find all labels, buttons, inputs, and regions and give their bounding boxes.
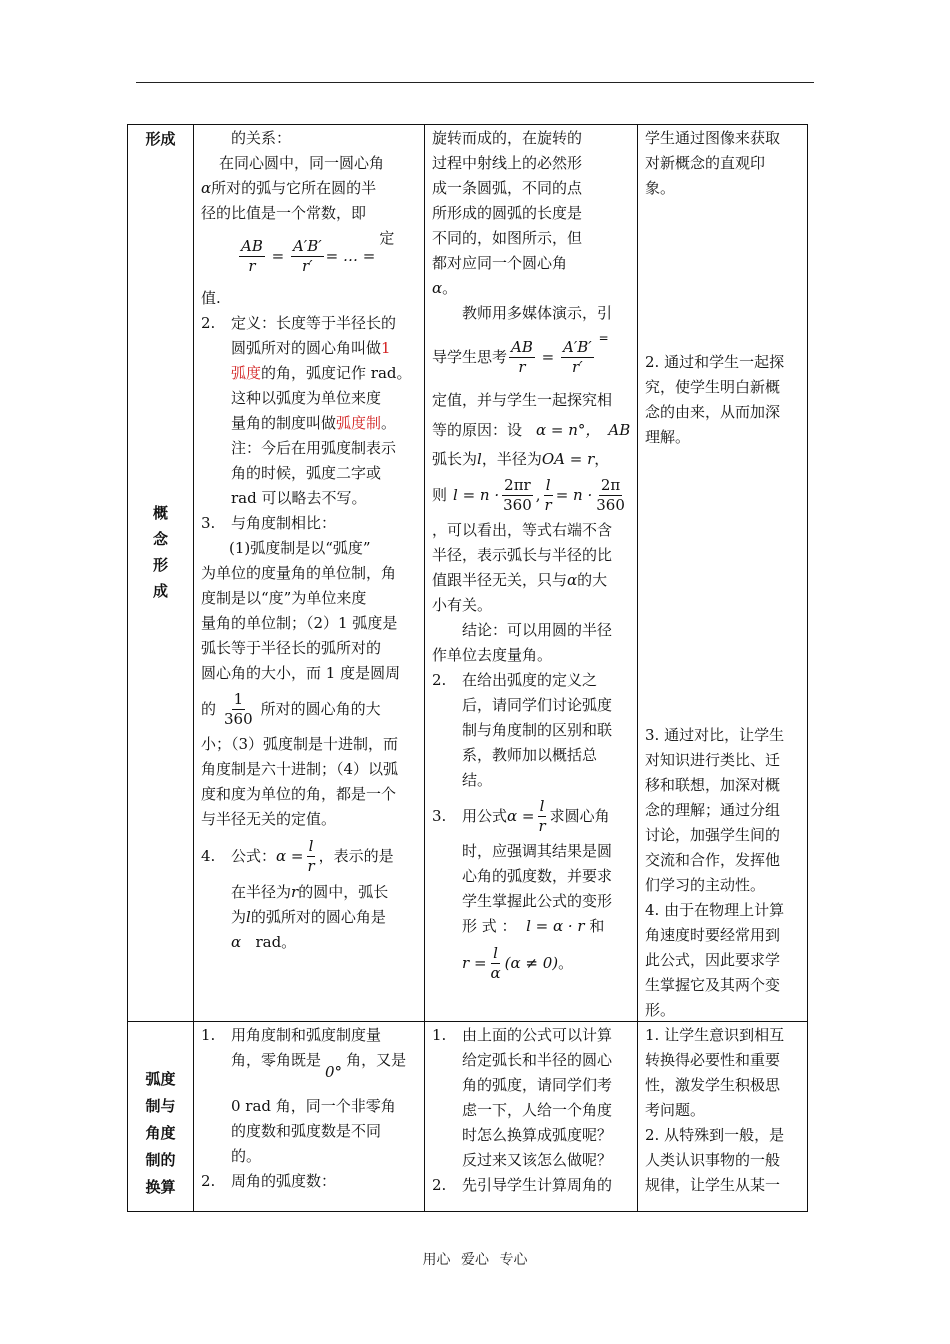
text-line bbox=[201, 905, 418, 930]
numerator: AB bbox=[241, 236, 263, 255]
text-line bbox=[432, 276, 632, 301]
text-line: 由上面的公式可以计算 bbox=[462, 1026, 613, 1044]
formula-tail: = … = bbox=[325, 246, 376, 265]
fraction bbox=[291, 237, 324, 276]
text-line: 与半径无关的定值。 bbox=[201, 810, 337, 828]
numerator: l bbox=[308, 836, 314, 855]
text-line: 值. bbox=[201, 289, 221, 307]
text-line bbox=[201, 336, 418, 361]
text-line: 的关系： bbox=[231, 129, 292, 147]
text-line bbox=[201, 1048, 418, 1094]
text-line: 的角，弧度记作 rad。 bbox=[261, 364, 412, 382]
text-line: 与角度制相比： bbox=[231, 514, 337, 532]
text-line: 结。 bbox=[462, 771, 493, 789]
list-item bbox=[201, 832, 418, 880]
text-line: 在给出弧度的定义之 bbox=[462, 671, 598, 689]
header-rule bbox=[136, 82, 814, 83]
text-line: rad。 bbox=[255, 933, 297, 951]
formula: α = bbox=[507, 806, 535, 825]
text-line: 径的比值是一个常数，即 bbox=[201, 204, 367, 222]
table-border-right bbox=[807, 124, 808, 1212]
list-number: 3. bbox=[201, 514, 216, 532]
text-line: 为单位的度量角的单位制，角 bbox=[201, 564, 397, 582]
text-line: 成一条圆弧，不同的点 bbox=[432, 179, 583, 197]
text-line: 形。 bbox=[645, 1001, 676, 1019]
label-line: 角度 bbox=[145, 1124, 176, 1142]
text-line: 旋转而成的，在旋转的 bbox=[432, 129, 583, 147]
numerator: 2πr bbox=[504, 475, 531, 494]
text-line: 规律，让学生从某一 bbox=[645, 1176, 781, 1194]
text-line: 人类认识事物的一般 bbox=[645, 1151, 781, 1169]
page-footer: 用心 爱心 专心 bbox=[422, 1252, 528, 1268]
text-line bbox=[432, 568, 632, 593]
list-item bbox=[432, 1023, 632, 1048]
text-line bbox=[432, 326, 632, 388]
text-line: 的度数和弧度数是不同 bbox=[231, 1122, 382, 1140]
text-line: 时，应强调其结果是圆 bbox=[462, 842, 613, 860]
formula: α = n°， bbox=[536, 420, 601, 439]
text-line bbox=[201, 361, 418, 386]
text-line: 。 bbox=[558, 953, 574, 972]
list-item bbox=[432, 668, 632, 693]
text-line: 此公式，因此要求学 bbox=[645, 951, 781, 969]
list-number: 2. bbox=[432, 671, 447, 689]
fraction bbox=[239, 237, 265, 276]
text-line: 结论：可以用圆的半径 bbox=[462, 621, 613, 639]
text-line: 小；（3）弧度制是十进制，而 bbox=[201, 735, 399, 753]
text-line: 制与角度制的区别和联 bbox=[462, 721, 613, 739]
list-item bbox=[201, 1169, 418, 1194]
table-border-left bbox=[127, 124, 128, 1212]
text-line: 用公式 bbox=[462, 806, 508, 825]
text-line: 4. 由于在物理上计算 bbox=[645, 901, 785, 919]
list-item bbox=[201, 1023, 418, 1048]
text-line: 在半径为 bbox=[231, 883, 292, 901]
text-line bbox=[201, 176, 418, 201]
denominator: r bbox=[538, 816, 546, 835]
text-line: 考问题。 bbox=[645, 1101, 706, 1119]
variable: l bbox=[477, 450, 482, 468]
formula: α = bbox=[276, 846, 304, 865]
denominator: r bbox=[307, 856, 315, 875]
fraction bbox=[501, 476, 534, 515]
text-line: 讨论，加强学生间的 bbox=[645, 826, 781, 844]
label-line: 制与 bbox=[145, 1097, 176, 1115]
denominator: r bbox=[544, 495, 552, 514]
text-line: 求圆心角 bbox=[549, 806, 610, 825]
teacher-column-row1 bbox=[432, 126, 632, 987]
text-line: 2. 通过和学生一起探 bbox=[645, 353, 785, 371]
text-line: 定义：长度等于半径长的 bbox=[231, 314, 397, 332]
formula: l = α · r bbox=[526, 917, 585, 935]
text-line: 反过来又该怎么做呢？ bbox=[462, 1151, 613, 1169]
text-line: 先引导学生计算周角的 bbox=[462, 1176, 613, 1194]
row-label-concept bbox=[128, 500, 193, 604]
variable: α bbox=[432, 279, 443, 297]
text-line: 度制是以“度”为单位来度 bbox=[201, 589, 367, 607]
formula: 0° bbox=[325, 1063, 343, 1081]
list-number: 1. bbox=[201, 1026, 216, 1044]
highlight-text: 弧度制 bbox=[336, 414, 382, 432]
text-line: 为 bbox=[231, 908, 247, 926]
formula: = n · bbox=[555, 485, 593, 504]
text-line bbox=[432, 914, 632, 939]
text-line: 3. 通过对比，让学生 bbox=[645, 726, 785, 744]
label-char: 概 bbox=[152, 504, 168, 522]
comma: , bbox=[535, 485, 541, 504]
text-line bbox=[201, 880, 418, 905]
text-line: 的。 bbox=[231, 1147, 262, 1165]
intent-block-3 bbox=[645, 723, 803, 1023]
intent-column-row1 bbox=[645, 126, 803, 201]
text-line: 过程中射线上的必然形 bbox=[432, 154, 583, 172]
fraction bbox=[222, 690, 255, 729]
text-line: 们学习的主动性。 bbox=[645, 876, 766, 894]
content-column-row2 bbox=[201, 1023, 418, 1194]
table-col-divider-2 bbox=[424, 124, 425, 1212]
text-line: 量角的单位制；（2）1 弧度是 bbox=[201, 614, 398, 632]
text-line: 用角度制和弧度制度量 bbox=[231, 1026, 382, 1044]
text-line: 时怎么换算成弧度呢？ bbox=[462, 1126, 613, 1144]
text-line: 都对应同一个圆心角 bbox=[432, 254, 568, 272]
intent-column-row2 bbox=[645, 1023, 803, 1198]
table-col-divider-1 bbox=[193, 124, 194, 1212]
text-line: 究，使学生明白新概 bbox=[645, 378, 781, 396]
label-char: 成 bbox=[152, 582, 168, 600]
text-line: 量角的制度叫做 bbox=[231, 414, 337, 432]
text-line: 公式： bbox=[231, 846, 277, 865]
text-line: 的 bbox=[201, 699, 217, 718]
text-line: 作单位去度量角。 bbox=[432, 646, 553, 664]
text-line: 角的时候，弧度二字或 bbox=[231, 464, 382, 482]
text-line: 0 rad 角，同一个非零角 bbox=[231, 1097, 396, 1115]
text-line: 值跟半径无关，只与 bbox=[432, 571, 568, 589]
text-line: ，半径为 bbox=[481, 450, 542, 468]
list-item bbox=[432, 793, 632, 839]
text-line: 的圆中，弧长 bbox=[298, 883, 389, 901]
formula-line bbox=[432, 939, 632, 987]
denominator: α bbox=[490, 963, 501, 982]
text-line: 念的理解；通过分组 bbox=[645, 801, 781, 819]
text-line: 移和联想，加深对概 bbox=[645, 776, 781, 794]
text-line: 角速度时要经常用到 bbox=[645, 926, 781, 944]
list-item bbox=[201, 311, 418, 336]
text-line: 周角的弧度数： bbox=[231, 1172, 337, 1190]
table-border-bottom bbox=[127, 1211, 808, 1212]
text-line bbox=[432, 413, 632, 447]
denominator: r′ bbox=[572, 357, 583, 376]
row-label-top: 形成 bbox=[145, 130, 176, 148]
text-line: 弧长为 bbox=[432, 450, 478, 468]
text-line: 交流和合作，发挥他 bbox=[645, 851, 781, 869]
variable: α bbox=[231, 933, 242, 951]
text-line: 半径，表示弧长与半径的比 bbox=[432, 546, 613, 564]
text-line: ，可以看出，等式右端不含 bbox=[432, 521, 613, 539]
fraction bbox=[594, 476, 627, 515]
formula: AB bbox=[608, 420, 631, 439]
text-line: ，表示的是 bbox=[318, 846, 394, 865]
text-line: 。 bbox=[381, 414, 397, 432]
table-col-divider-3 bbox=[637, 124, 638, 1212]
text-line: 心角的弧度数，并要求 bbox=[462, 867, 613, 885]
fraction bbox=[561, 338, 594, 377]
formula: (α ≠ 0) bbox=[504, 953, 559, 972]
numerator: A′B′ bbox=[562, 337, 592, 356]
text-line: 对知识进行类比、迁 bbox=[645, 751, 781, 769]
text-line: 在同心圆中，同一圆心角 bbox=[219, 154, 385, 172]
text-line: 。 bbox=[442, 279, 458, 297]
text-line: 注：今后在用弧度制表示 bbox=[231, 439, 397, 457]
text-line: 和 bbox=[589, 917, 605, 935]
text-line: 学生通过图像来获取 bbox=[645, 129, 781, 147]
text-line: 的弧所对的圆心角是 bbox=[250, 908, 386, 926]
text-line: 1. 让学生意识到相互 bbox=[645, 1026, 785, 1044]
text-line: 度和度为单位的角，都是一个 bbox=[201, 785, 397, 803]
text-line: 所对的弧与它所在圆的半 bbox=[211, 179, 377, 197]
list-number: 2. bbox=[201, 1172, 216, 1190]
text-line: (1)弧度制是以“弧度” bbox=[229, 539, 371, 557]
list-number: 3. bbox=[432, 806, 447, 825]
numerator: l bbox=[545, 475, 551, 494]
text-line: rad 可以略去不写。 bbox=[231, 489, 367, 507]
fraction bbox=[536, 797, 547, 836]
text-line: 生掌握它及其两个变 bbox=[645, 976, 781, 994]
text-line: 教师用多媒体演示，引 bbox=[462, 304, 613, 322]
highlight-text: 弧度 bbox=[231, 364, 262, 382]
text-line: 给定弧长和半径的圆心 bbox=[462, 1051, 613, 1069]
text-line: 所形成的圆弧的长度是 bbox=[432, 204, 583, 222]
text-line: 念的由来，从而加深 bbox=[645, 403, 781, 421]
content-column-row1 bbox=[201, 126, 418, 955]
formula: l = n · bbox=[453, 485, 500, 504]
equals: = bbox=[536, 347, 559, 366]
variable: r bbox=[291, 883, 299, 901]
text-line bbox=[432, 447, 632, 472]
text-line: 理解。 bbox=[645, 428, 691, 446]
text-line: 圆心角的大小，而 1 度是圆周 bbox=[201, 664, 401, 682]
formula: r = bbox=[462, 953, 487, 972]
text-line: 后，请同学们讨论弧度 bbox=[462, 696, 613, 714]
list-number: 4. bbox=[201, 846, 216, 865]
text-line: 虑一下，人给一个角度 bbox=[462, 1101, 613, 1119]
equals: = bbox=[266, 246, 289, 265]
text-line: 角度制是六十进制；（4）以弧 bbox=[201, 760, 399, 778]
list-number: 1. bbox=[432, 1026, 447, 1044]
text-line: 圆弧所对的圆心角叫做 bbox=[231, 339, 382, 357]
numerator: 1 bbox=[233, 689, 244, 708]
ratio-formula bbox=[201, 226, 418, 286]
text-line: 等的原因：设 bbox=[432, 420, 523, 439]
numerator: l bbox=[539, 796, 545, 815]
numerator: l bbox=[493, 943, 498, 962]
text-line: 不同的，如图所示，但 bbox=[432, 229, 583, 247]
formula-line bbox=[432, 472, 632, 518]
label-char: 念 bbox=[152, 530, 168, 548]
fraction bbox=[543, 476, 554, 515]
label-line: 换算 bbox=[145, 1178, 176, 1196]
text-line: ， bbox=[594, 450, 610, 468]
text-line: 象。 bbox=[645, 179, 676, 197]
text-line: 所对的圆心角的大 bbox=[260, 699, 381, 718]
label-line: 制的 bbox=[145, 1151, 176, 1169]
text-line: 学生掌握此公式的变形 bbox=[462, 892, 613, 910]
text-line: 定 bbox=[379, 229, 395, 247]
text-line: 定值，并与学生一起探究相 bbox=[432, 391, 613, 409]
text-line: 则 bbox=[432, 485, 448, 504]
teacher-column-row2 bbox=[432, 1023, 632, 1198]
text-line: 2. 从特殊到一般，是 bbox=[645, 1126, 785, 1144]
text-line bbox=[201, 686, 418, 732]
text-line: 角，又是 bbox=[346, 1051, 407, 1069]
text-line: 性，激发学生积极思 bbox=[645, 1076, 781, 1094]
numerator: A′B′ bbox=[292, 236, 322, 255]
text-line bbox=[201, 930, 418, 955]
fraction bbox=[489, 944, 503, 983]
text-line: 弧长等于半径长的弧所对的 bbox=[201, 639, 382, 657]
numerator: 2π bbox=[600, 475, 621, 494]
list-number: 2. bbox=[432, 1176, 447, 1194]
highlight-text: 1 bbox=[381, 339, 391, 357]
text-line: 对新概念的直观印 bbox=[645, 154, 766, 172]
numerator: AB bbox=[511, 337, 533, 356]
text-line bbox=[201, 411, 418, 436]
fraction bbox=[509, 338, 535, 377]
text-line: 小有关。 bbox=[432, 596, 493, 614]
list-item bbox=[432, 1173, 632, 1198]
formula: OA = r bbox=[541, 450, 595, 468]
denominator: 360 bbox=[503, 495, 532, 514]
text-line: 角，零角既是 bbox=[231, 1051, 322, 1069]
denominator: r bbox=[518, 357, 526, 376]
denominator: r′ bbox=[302, 256, 313, 275]
text-line: 的大 bbox=[577, 571, 608, 589]
table-border-top bbox=[127, 124, 808, 125]
intent-block-2 bbox=[645, 350, 803, 450]
variable: l bbox=[246, 908, 251, 926]
text-line: 角的弧度，请同学们考 bbox=[462, 1076, 613, 1094]
variable: α bbox=[567, 571, 578, 589]
text-line: 转换得必要性和重要 bbox=[645, 1051, 781, 1069]
list-number: 2. bbox=[201, 314, 216, 332]
fraction bbox=[305, 837, 316, 876]
text-line: 系，教师加以概括总 bbox=[462, 746, 598, 764]
text-line: 形 式 ： bbox=[462, 917, 517, 935]
text-line: 这种以弧度为单位来度 bbox=[231, 389, 382, 407]
label-line: 弧度 bbox=[145, 1070, 176, 1088]
label-char: 形 bbox=[152, 556, 168, 574]
alpha-symbol: α bbox=[201, 179, 212, 197]
text-line: 导学生思考 bbox=[432, 347, 508, 366]
equals: = bbox=[598, 331, 609, 345]
row-label-conversion bbox=[128, 1066, 193, 1201]
denominator: 360 bbox=[596, 495, 625, 514]
denominator: 360 bbox=[224, 709, 253, 728]
list-item bbox=[201, 511, 418, 536]
denominator: r bbox=[248, 256, 256, 275]
